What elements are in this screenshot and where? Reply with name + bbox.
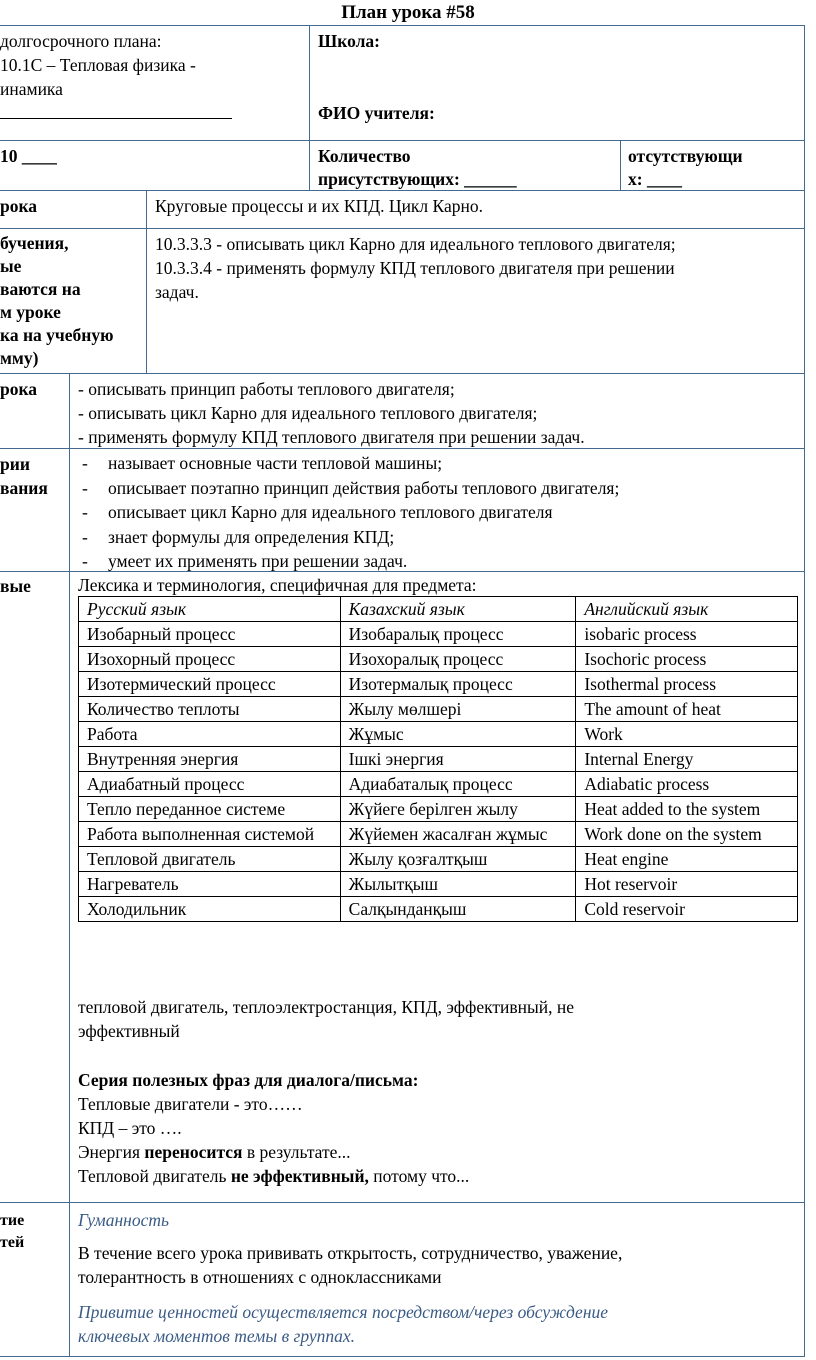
keywords: тепловой двигатель, теплоэлектростанция, КПД, эффективный, не <box>78 997 574 1017</box>
list-item: - умеет их применять при решении задач. <box>78 549 619 574</box>
table-cell: Тепло переданное системе <box>79 797 341 822</box>
table-cell: Жүйемен жасалған жұмыс <box>340 822 576 847</box>
phrase: КПД – это …. <box>78 1118 182 1138</box>
page-title: План урока #58 <box>341 2 475 23</box>
table-cell: Работа выполненная системой <box>79 822 341 847</box>
divider <box>620 140 621 190</box>
table-row <box>79 872 798 897</box>
table-cell: Work done on the system <box>576 822 798 847</box>
table-row <box>79 622 798 647</box>
table-cell: Изохоралық процесс <box>340 647 576 672</box>
values-text: В течение всего урока прививать открытость, сотрудничество, уважение, <box>78 1243 623 1263</box>
column-header: Русский язык <box>79 597 341 622</box>
table-cell: Work <box>576 722 798 747</box>
table-cell: Количество теплоты <box>79 697 341 722</box>
table-cell: Жылу қозғалтқыш <box>340 847 576 872</box>
divider <box>0 373 805 374</box>
teacher-label: ФИО учителя: <box>318 103 435 123</box>
criteria-label: вания <box>0 478 48 498</box>
list-item: - описывает поэтапно принцип действия работы теплового двигателя; <box>78 476 619 501</box>
language-intro: Лексика и терминология, специфичная для предмета: <box>78 575 477 595</box>
table-row <box>79 647 798 672</box>
table-cell: Изохорный процесс <box>79 647 341 672</box>
table-row <box>79 672 798 697</box>
table-cell: Hot reservoir <box>576 872 798 897</box>
table-row <box>79 897 798 922</box>
plan-value: 10.1С – Тепловая физика - <box>0 55 196 75</box>
table-cell: Внутренняя энергия <box>79 747 341 772</box>
column-header: Английский язык <box>576 597 798 622</box>
divider <box>0 1202 805 1203</box>
plan-value-cont: инамика <box>0 79 63 99</box>
goal-item: - применять формулу КПД теплового двигателя при решении задач. <box>78 427 585 447</box>
divider <box>0 228 805 229</box>
table-cell: Изотермалық процесс <box>340 672 576 697</box>
absent-label: отсутствующи <box>628 146 743 166</box>
column-header: Казахский язык <box>340 597 576 622</box>
table-cell: Работа <box>79 722 341 747</box>
table-cell: Адиабаталық процесс <box>340 772 576 797</box>
table-cell: Изобаралық процесс <box>340 622 576 647</box>
criteria-list <box>78 451 619 574</box>
objectives-label: ка на учебную <box>0 325 114 345</box>
divider <box>69 373 70 1357</box>
topic-label: рока <box>0 196 38 216</box>
table-cell: Салқынданқыш <box>340 897 576 922</box>
table-row <box>79 822 798 847</box>
present-label-cont: присутствующих: ______ <box>318 169 517 189</box>
phrase: Тепловые двигатели - это…… <box>78 1094 303 1114</box>
values-label: тие <box>0 1212 25 1229</box>
objective-item: 10.3.3.3 - описывать цикл Карно для идеального теплового двигателя; <box>155 234 676 254</box>
table-row <box>79 722 798 747</box>
table-cell: Heat added to the system <box>576 797 798 822</box>
table-row <box>79 847 798 872</box>
language-label: вые <box>0 576 31 596</box>
divider <box>0 140 805 141</box>
table-cell: Cold reservoir <box>576 897 798 922</box>
objectives-label: м уроке <box>0 302 61 322</box>
plan-underline <box>0 118 232 119</box>
table-cell: Изобарный процесс <box>79 622 341 647</box>
table-cell: Нагреватель <box>79 872 341 897</box>
list-item: - знает формулы для определения КПД; <box>78 525 619 550</box>
goals-label: рока <box>0 379 38 399</box>
grade-label: 10 ____ <box>0 146 57 166</box>
table-cell: Тепловой двигатель <box>79 847 341 872</box>
table-cell: Ішкі энергия <box>340 747 576 772</box>
table-row <box>79 772 798 797</box>
table-cell: Isochoric process <box>576 647 798 672</box>
objectives-label: ые <box>0 256 22 276</box>
vocabulary-table <box>78 596 798 922</box>
table-cell: Heat engine <box>576 847 798 872</box>
keywords-cont: эффективный <box>78 1021 180 1041</box>
table-cell: Adiabatic process <box>576 772 798 797</box>
list-item: - называет основные части тепловой машины; <box>78 451 619 476</box>
values-note-cont: ключевых моментов темы в группах. <box>78 1326 356 1346</box>
phrase: Тепловой двигатель не эффективный, потому что... <box>78 1166 470 1186</box>
table-cell: Адиабатный процесс <box>79 772 341 797</box>
goal-item: - описывать принцип работы теплового двигателя; <box>78 379 455 399</box>
table-cell: Жүйеге берілген жылу <box>340 797 576 822</box>
objective-item: задач. <box>155 282 199 302</box>
table-cell: The amount of heat <box>576 697 798 722</box>
objectives-label: бучения, <box>0 233 69 253</box>
table-cell: Жылу мөлшері <box>340 697 576 722</box>
table-header-row <box>79 597 798 622</box>
list-item: - описывает цикл Карно для идеального теплового двигателя <box>78 500 619 525</box>
values-note: Привитие ценностей осуществляется посредством/через обсуждение <box>78 1302 609 1322</box>
objective-item: 10.3.3.4 - применять формулу КПД теплового двигателя при решении <box>155 258 675 278</box>
divider <box>146 190 147 373</box>
table-row <box>79 697 798 722</box>
present-label: Количество <box>318 146 411 166</box>
table-cell: Isothermal process <box>576 672 798 697</box>
values-text-cont: толерантность в отношениях с одноклассниками <box>78 1267 442 1287</box>
table-cell: Жылытқыш <box>340 872 576 897</box>
topic-value: Круговые процессы и их КПД. Цикл Карно. <box>155 196 483 216</box>
school-label: Школа: <box>318 31 380 51</box>
table-cell: Изотермический процесс <box>79 672 341 697</box>
values-heading: Гуманность <box>78 1210 169 1230</box>
phrases-title: Серия полезных фраз для диалога/письма: <box>78 1070 419 1090</box>
phrase: Энергия переносится в результате... <box>78 1142 351 1162</box>
table-cell: Жұмыс <box>340 722 576 747</box>
absent-label-cont: х: ____ <box>628 169 682 189</box>
table-row <box>79 797 798 822</box>
table-row <box>79 747 798 772</box>
criteria-label: рии <box>0 454 30 474</box>
table-cell: Internal Energy <box>576 747 798 772</box>
values-label: тей <box>0 1234 25 1251</box>
objectives-label: мму) <box>0 348 39 368</box>
plan-label: долгосрочного плана: <box>0 31 162 51</box>
table-cell: Холодильник <box>79 897 341 922</box>
goal-item: - описывать цикл Карно для идеального теплового двигателя; <box>78 403 538 423</box>
objectives-label: ваются на <box>0 279 81 299</box>
table-cell: isobaric process <box>576 622 798 647</box>
divider <box>309 25 310 190</box>
